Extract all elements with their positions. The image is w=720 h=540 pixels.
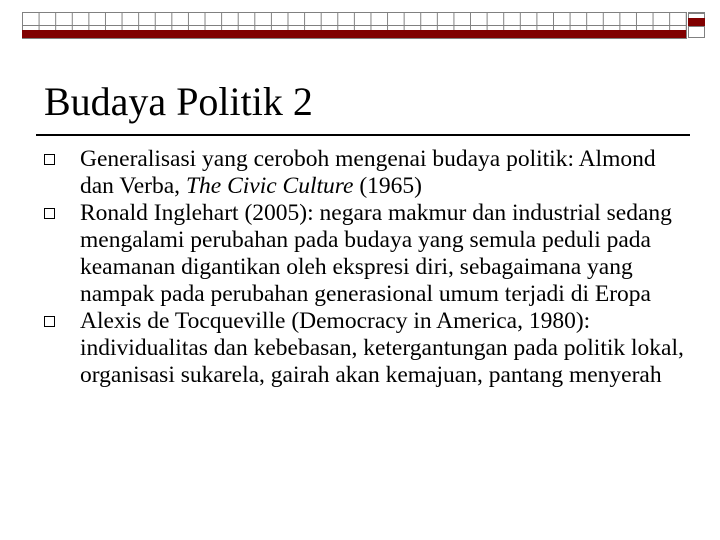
- hollow-square-icon: [44, 154, 55, 165]
- bullet-text: Ronald Inglehart (2005): negara makmur dan industrial sedang mengalami perubahan pada budaya yang semula peduli pada keamanan digantikan oleh ekspresi diri, sebagaimana yang nampak pada perubahan generasional umum terjadi di Eropa: [80, 200, 672, 307]
- bullet-text-plain: Generalisasi yang ceroboh mengenai budaya politik: Almond dan Verba,: [80, 146, 656, 199]
- header-accent-bar: [22, 30, 686, 38]
- slide-title: Budaya Politik 2: [44, 79, 313, 124]
- bullet-item-1: [44, 146, 684, 200]
- bullet-item-2: [44, 200, 684, 308]
- hollow-square-icon: [44, 316, 55, 327]
- bullet-item-3: [44, 308, 684, 389]
- bullet-text-italic: The Civic Culture: [185, 173, 354, 199]
- bullet-list: [44, 146, 684, 389]
- bullet-text-plain-end: (1965): [353, 173, 422, 199]
- bullet-text: [80, 146, 684, 200]
- bullet-text: Alexis de Tocqueville (Democracy in America, 1980): individualitas dan kebebasan, ketergantungan pada politik lokal, organisasi sukarela, gairah akan kemajuan, pantang menyerah: [80, 308, 684, 388]
- header-corner-accent: [688, 18, 705, 26]
- hollow-square-icon: [44, 208, 55, 219]
- title-divider: [36, 134, 690, 136]
